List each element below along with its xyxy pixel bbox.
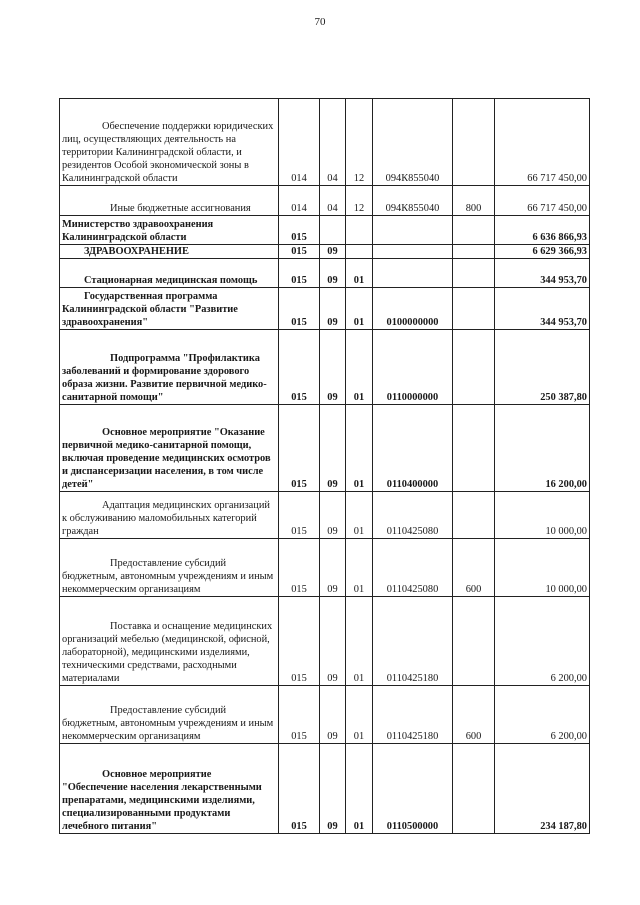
target-article-code: [373, 216, 453, 245]
section-code: 09: [320, 686, 346, 744]
grbs-code: 015: [279, 288, 320, 330]
amount: 6 200,00: [495, 597, 590, 686]
table-row: [60, 744, 590, 834]
row-name: Предоставление субсидий бюджетным, автономным учреждениям и иным некоммерческим организациям: [60, 539, 279, 597]
expense-type-code: [453, 216, 495, 245]
expense-type-code: 600: [453, 539, 495, 597]
amount: 344 953,70: [495, 288, 590, 330]
subsection-code: [346, 216, 373, 245]
row-name: Адаптация медицинских организаций к обслуживанию маломобильных категорий граждан: [60, 492, 279, 539]
table-row: [60, 245, 590, 259]
row-name: Иные бюджетные ассигнования: [60, 186, 279, 216]
target-article-code: 0110400000: [373, 405, 453, 492]
grbs-code: 015: [279, 744, 320, 834]
row-name: Основное мероприятие "Обеспечение населения лекарственными препаратами, медицинскими изделиями, специализированными продуктами лечебного питания": [60, 744, 279, 834]
target-article-code: 0110425080: [373, 539, 453, 597]
table-row: [60, 186, 590, 216]
target-article-code: [373, 245, 453, 259]
grbs-code: 015: [279, 539, 320, 597]
subsection-code: 01: [346, 405, 373, 492]
amount: 10 000,00: [495, 539, 590, 597]
row-name: Основное мероприятие "Оказание первичной медико-санитарной помощи, включая проведение медицинских осмотров и диспансеризации населения, в том числе детей": [60, 405, 279, 492]
grbs-code: 015: [279, 259, 320, 288]
expense-type-code: [453, 405, 495, 492]
expense-type-code: 800: [453, 186, 495, 216]
row-name: Государственная программа Калининградской области "Развитие здравоохранения": [60, 288, 279, 330]
page-number: 70: [314, 16, 326, 28]
row-name: Обеспечение поддержки юридических лиц, осуществляющих деятельность на территории Калининградской области, и резидентов Особой экономической зоны в Калининградской области: [60, 99, 279, 186]
expense-type-code: [453, 99, 495, 186]
section-code: 09: [320, 597, 346, 686]
section-code: 09: [320, 288, 346, 330]
expense-type-code: [453, 288, 495, 330]
target-article-code: 0110500000: [373, 744, 453, 834]
target-article-code: 0110425080: [373, 492, 453, 539]
grbs-code: 015: [279, 245, 320, 259]
amount: 16 200,00: [495, 405, 590, 492]
target-article-code: 0110000000: [373, 330, 453, 405]
grbs-code: 015: [279, 405, 320, 492]
subsection-code: 12: [346, 99, 373, 186]
amount: 234 187,80: [495, 744, 590, 834]
table-row: [60, 539, 590, 597]
target-article-code: 0100000000: [373, 288, 453, 330]
section-code: 09: [320, 330, 346, 405]
subsection-code: 01: [346, 744, 373, 834]
subsection-code: 01: [346, 330, 373, 405]
expense-type-code: [453, 744, 495, 834]
table-row: [60, 288, 590, 330]
amount: 344 953,70: [495, 259, 590, 288]
subsection-code: 12: [346, 186, 373, 216]
amount: 250 387,80: [495, 330, 590, 405]
table-row: [60, 216, 590, 245]
amount: 6 636 866,93: [495, 216, 590, 245]
subsection-code: 01: [346, 686, 373, 744]
table-row: [60, 330, 590, 405]
grbs-code: 015: [279, 492, 320, 539]
table-row: [60, 405, 590, 492]
target-article-code: 0110425180: [373, 597, 453, 686]
section-code: [320, 216, 346, 245]
row-name: Министерство здравоохранения Калининградской области: [60, 216, 279, 245]
expense-type-code: [453, 492, 495, 539]
target-article-code: 0110425180: [373, 686, 453, 744]
amount: 6 200,00: [495, 686, 590, 744]
grbs-code: 015: [279, 216, 320, 245]
subsection-code: 01: [346, 492, 373, 539]
section-code: 09: [320, 245, 346, 259]
grbs-code: 014: [279, 186, 320, 216]
section-code: 09: [320, 405, 346, 492]
section-code: 04: [320, 186, 346, 216]
subsection-code: 01: [346, 259, 373, 288]
row-name: ЗДРАВООХРАНЕНИЕ: [60, 245, 279, 259]
grbs-code: 014: [279, 99, 320, 186]
expense-type-code: [453, 259, 495, 288]
budget-table: [59, 98, 590, 834]
table-row: [60, 686, 590, 744]
expense-type-code: [453, 330, 495, 405]
grbs-code: 015: [279, 597, 320, 686]
target-article-code: 094К855040: [373, 99, 453, 186]
section-code: 04: [320, 99, 346, 186]
section-code: 09: [320, 259, 346, 288]
subsection-code: 01: [346, 539, 373, 597]
row-name: Поставка и оснащение медицинских организаций мебелью (медицинской, офисной, лабораторной), медицинскими изделиями, техническими средствами, расходными материалами: [60, 597, 279, 686]
expense-type-code: [453, 597, 495, 686]
section-code: 09: [320, 492, 346, 539]
target-article-code: [373, 259, 453, 288]
table-row: [60, 597, 590, 686]
table-row: [60, 492, 590, 539]
subsection-code: 01: [346, 597, 373, 686]
expense-type-code: 600: [453, 686, 495, 744]
target-article-code: 094К855040: [373, 186, 453, 216]
section-code: 09: [320, 744, 346, 834]
grbs-code: 015: [279, 330, 320, 405]
subsection-code: 01: [346, 288, 373, 330]
table-row: [60, 99, 590, 186]
table-row: [60, 259, 590, 288]
amount: 66 717 450,00: [495, 186, 590, 216]
amount: 10 000,00: [495, 492, 590, 539]
amount: 6 629 366,93: [495, 245, 590, 259]
row-name: Предоставление субсидий бюджетным, автономным учреждениям и иным некоммерческим организациям: [60, 686, 279, 744]
grbs-code: 015: [279, 686, 320, 744]
section-code: 09: [320, 539, 346, 597]
amount: 66 717 450,00: [495, 99, 590, 186]
row-name: Стационарная медицинская помощь: [60, 259, 279, 288]
row-name: Подпрограмма "Профилактика заболеваний и формирование здорового образа жизни. Развитие первичной медико-санитарной помощи": [60, 330, 279, 405]
subsection-code: [346, 245, 373, 259]
expense-type-code: [453, 245, 495, 259]
